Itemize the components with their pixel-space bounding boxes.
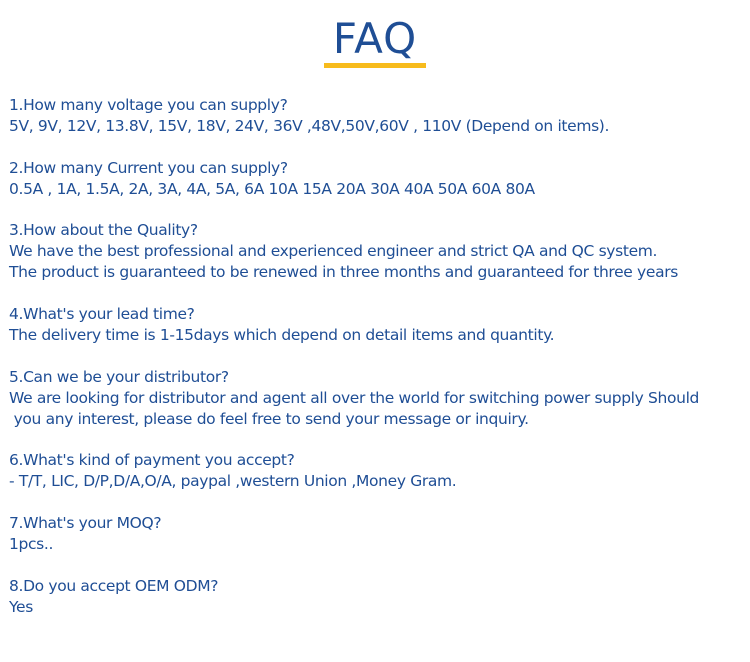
faq-question: 4.What's your lead time? [9, 304, 195, 323]
faq-question: 3.How about the Quality? [9, 221, 198, 240]
title-underline [324, 63, 426, 68]
faq-list [9, 95, 747, 638]
faq-item-oem-odm [9, 576, 747, 639]
faq-answer: 5V, 9V, 12V, 13.8V, 15V, 18V, 24V, 36V ,48V,50V,60V , 110V (Depend on items). [9, 117, 610, 135]
faq-answer: 0.5A , 1A, 1.5A, 2A, 3A, 4A, 5A, 6A 10A 15A 20A 30A 40A 50A 60A 80A [9, 179, 535, 198]
faq-answer: Yes [9, 597, 33, 616]
faq-header [0, 14, 750, 64]
faq-answer: The product is guaranteed to be renewed in three months and guaranteed for three years [9, 263, 678, 282]
faq-question: 2.How many Current you can supply? [9, 158, 288, 177]
faq-question: 8.Do you accept OEM ODM? [9, 576, 219, 595]
faq-item-quality [9, 220, 747, 304]
faq-question: 6.What's kind of payment you accept? [9, 451, 295, 470]
faq-answer: We are looking for distributor and agent all over the world for switching power supply Should [9, 388, 700, 407]
faq-question: 1.How many voltage you can supply? [9, 96, 288, 114]
faq-answer: you any interest, please do feel free to send your message or inquiry. [9, 409, 529, 428]
faq-item-current [9, 158, 747, 221]
faq-answer: - T/T, LIC, D/P,D/A,O/A, paypal ,western Union ,Money Gram. [9, 472, 457, 491]
faq-answer: 1pcs.. [9, 534, 54, 553]
faq-question: 7.What's your MOQ? [9, 513, 162, 532]
faq-item-voltage [9, 95, 747, 158]
faq-item-moq [9, 513, 747, 576]
faq-item-payment [9, 450, 747, 513]
faq-answer: We have the best professional and experienced engineer and strict QA and QC system. [9, 242, 658, 261]
faq-answer: The delivery time is 1-15days which depend on detail items and quantity. [9, 325, 555, 344]
faq-question: 5.Can we be your distributor? [9, 367, 229, 386]
faq-item-distributor [9, 367, 747, 451]
page-title: FAQ [332, 14, 418, 63]
faq-item-lead-time [9, 304, 747, 367]
